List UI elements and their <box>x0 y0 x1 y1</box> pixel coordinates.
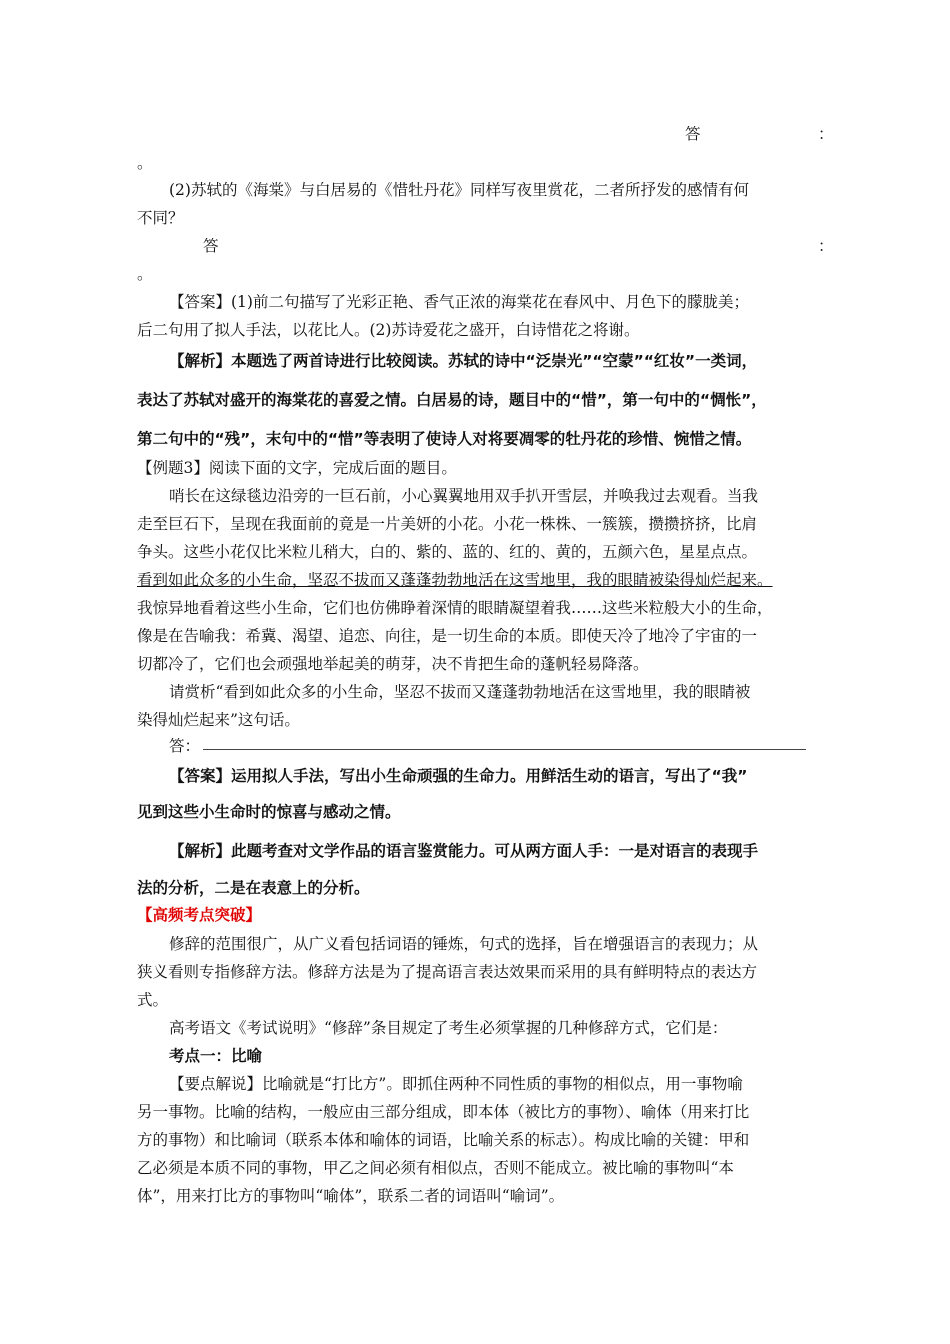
keypoint1-paragraph-line: 乙必须是本质不同的事物，甲乙之间必须有相似点，否则不能成立。被比喻的事物叫“本 <box>137 1159 734 1177</box>
answer-blank-line <box>203 749 806 750</box>
q2-answer-colon: ： <box>818 237 834 255</box>
example3-passage-line: 我惊异地看着这些小生命，它们也仿佛睁着深情的眼睛凝望着我……这些米粒般大小的生命， <box>137 599 773 617</box>
keypoint1-paragraph-line: 另一事物。比喻的结构，一般应由三部分组成，即本体（被比方的事物）、喻体（用来打比 <box>137 1103 750 1121</box>
example3-passage-line: 像是在告喻我：希冀、渴望、追恋、向往，是一切生命的本质。即使天冷了地冷了宇宙的一 <box>137 627 758 645</box>
section-paragraph-line: 狭义看则专指修辞方法。修辞方法是为了提高语言表达效果而采用的具有鲜明特点的表达方 <box>137 963 758 981</box>
q1-answer-colon: ： <box>818 125 834 143</box>
underlined-sentence: 看到如此众多的小生命，坚忍不拔而又蓬蓬勃勃地活在这雪地里，我的眼睛被染得灿烂起来 <box>137 571 758 589</box>
section-paragraph-line: 式。 <box>137 991 169 1009</box>
q1-answer-end: 。 <box>137 154 153 172</box>
example3-title: 【例题3】阅读下面的文字，完成后面的题目。 <box>137 459 457 477</box>
example3-answer-line: 【答案】运用拟人手法，写出小生命顽强的生命力。用鲜活生动的语言，写出了“我” <box>169 767 748 785</box>
analysis-paragraph-line: 表达了苏轼对盛开的海棠花的喜爱之情。白居易的诗，题目中的“惜”，第一句中的“惆怅”， <box>137 391 767 409</box>
example3-question-line: 染得灿烂起来”这句话。 <box>137 711 300 729</box>
analysis-paragraph-line: 【解析】本题选了两首诗进行比较阅读。苏轼的诗中“泛崇光”“空蒙”“红妆”一类词， <box>169 352 758 370</box>
section-paragraph-line: 修辞的范围很广，从广义看包括词语的锤炼，句式的选择，旨在增强语言的表现力；从 <box>169 935 759 953</box>
q2-answer-label: 答 <box>203 237 219 255</box>
q2-answer-end: 。 <box>137 265 153 283</box>
example3-passage-underlined <box>137 570 773 590</box>
example3-passage-line: 走至巨石下，呈现在我面前的竟是一片美妍的小花。小花一株株、一簇簇，攒攒挤挤，比肩 <box>137 515 758 533</box>
example3-analysis-line: 【解析】此题考查对文学作品的语言鉴赏能力。可从两方面人手：一是对语言的表现手 <box>169 842 759 860</box>
example3-question-line: 请赏析“看到如此众多的小生命，坚忍不拔而又蓬蓬勃勃地活在这雪地里，我的眼睛被 <box>169 683 751 701</box>
keypoint1-paragraph-line: 体”，用来打比方的事物叫“喻体”，联系二者的词语叫“喻词”。 <box>137 1187 565 1205</box>
underlined-sentence-end: 。 <box>757 571 773 589</box>
example3-answer-label: 答： <box>169 737 201 755</box>
example3-answer-line: 见到这些小生命时的惊喜与感动之情。 <box>137 803 401 821</box>
q1-answer-label: 答 <box>685 125 701 143</box>
answer-paragraph-line: 【答案】(1)前二句描写了光彩正艳、香气正浓的海棠花在春风中、月色下的朦胧美； <box>169 293 749 311</box>
example3-analysis-line: 法的分析，二是在表意上的分析。 <box>137 879 370 897</box>
example3-passage-line: 切都冷了，它们也会顽强地举起美的萌芽，决不肯把生命的蓬帆轻易降落。 <box>137 655 649 673</box>
keypoint1-paragraph-line: 方的事物）和比喻词（联系本体和喻体的词语，比喻关系的标志）。构成比喻的关键：甲和 <box>137 1131 750 1149</box>
keypoint1-paragraph-line: 【要点解说】比喻就是“打比方”。即抓住两种不同性质的事物的相似点，用一事物喻 <box>169 1075 743 1093</box>
analysis-paragraph-line: 第二句中的“残”，末句中的“惜”等表明了使诗人对将要凋零的牡丹花的珍惜、惋惜之情。 <box>137 430 752 448</box>
example3-passage-line: 争头。这些小花仅比米粒儿稍大，白的、紫的、蓝的、红的、黄的，五颜六色，星星点点。 <box>137 543 758 561</box>
section-title-high-frequency: 【高频考点突破】 <box>137 906 262 924</box>
q2-question-line: 不同？ <box>137 209 184 227</box>
keypoint1-title: 考点一：比喻 <box>169 1047 263 1065</box>
q2-question-line: (2)苏轼的《海棠》与白居易的《惜牡丹花》同样写夜里赏花，二者所抒发的感情有何 <box>169 181 749 199</box>
example3-passage-line: 哨长在这绿毯边沿旁的一巨石前，小心翼翼地用双手扒开雪层，并唤我过去观看。当我 <box>169 487 759 505</box>
section-paragraph-line: 高考语文《考试说明》“修辞”条目规定了考生必须掌握的几种修辞方式，它们是： <box>169 1019 728 1037</box>
answer-paragraph-line: 后二句用了拟人手法，以花比人。(2)苏诗爱花之盛开，白诗惜花之将谢。 <box>137 321 640 339</box>
